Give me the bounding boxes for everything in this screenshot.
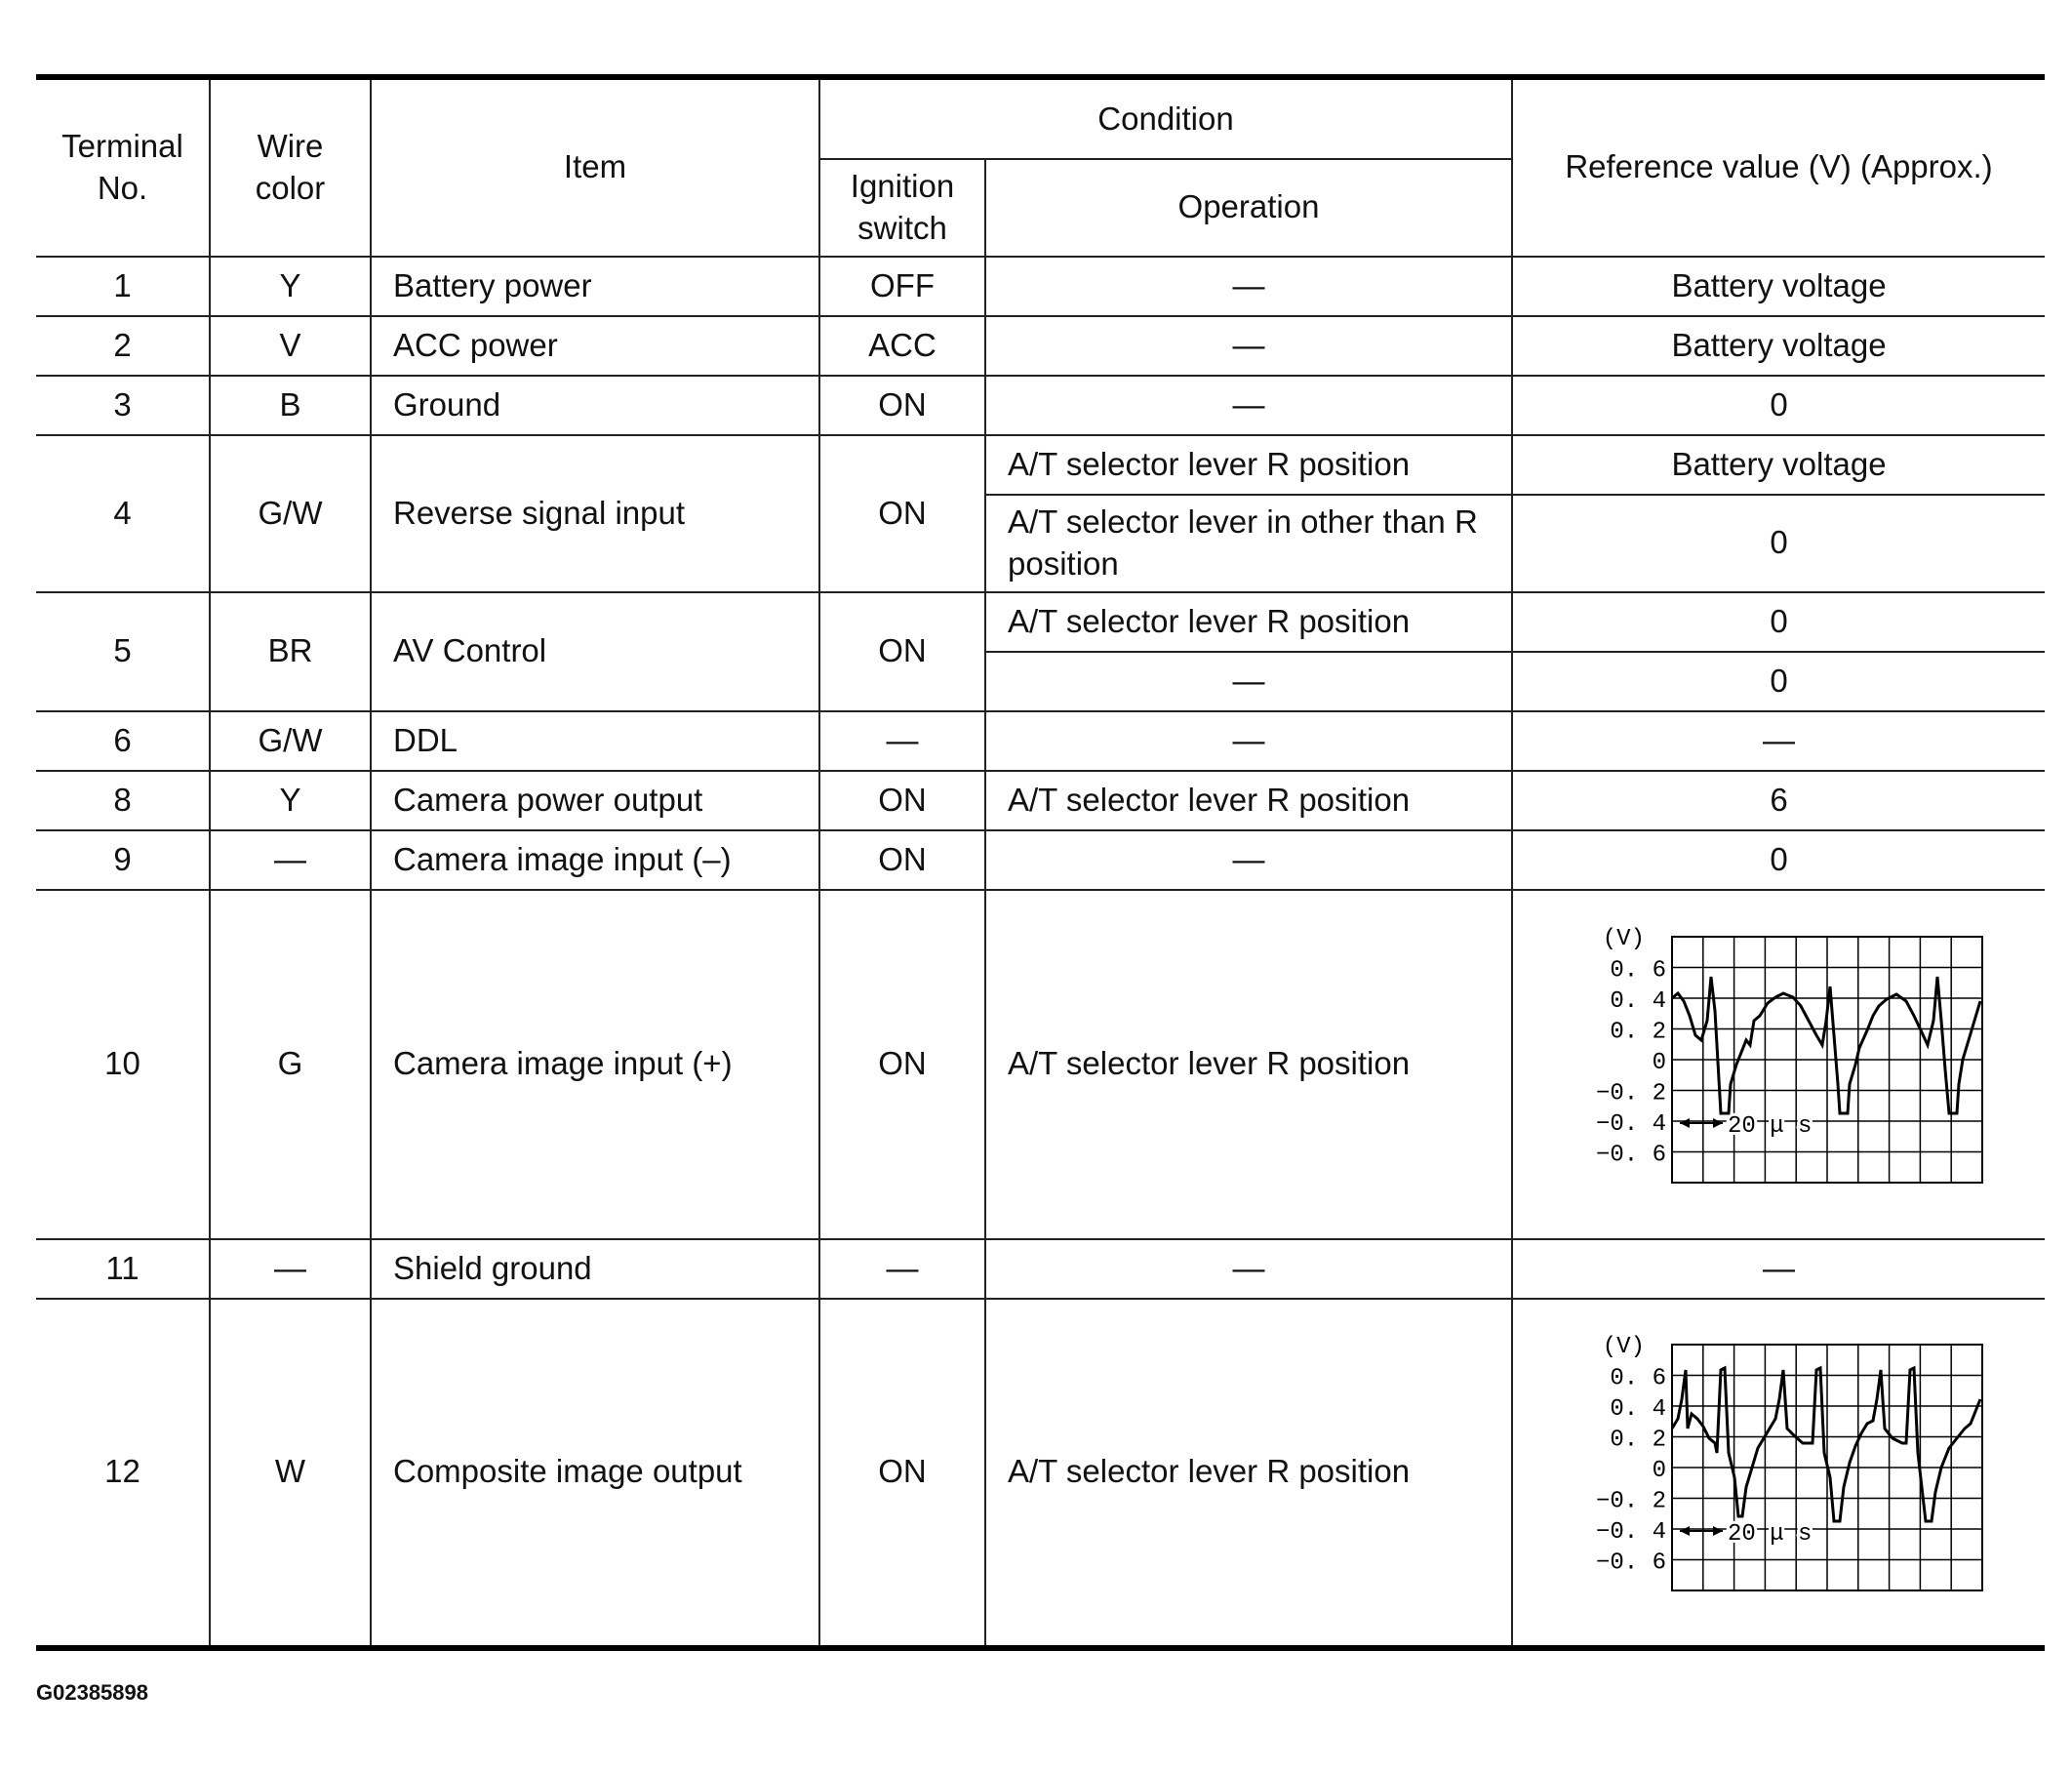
scope-unit-label: (V) xyxy=(1602,925,1645,952)
scope-tick-label: 0 xyxy=(1652,1049,1666,1076)
wire-cell: — xyxy=(210,1239,371,1299)
reference-cell: 6 xyxy=(1512,771,2045,830)
reference-cell: — xyxy=(1512,1239,2045,1299)
reference-cell: 0 xyxy=(1512,652,2045,711)
terminal-cell: 10 xyxy=(36,890,210,1239)
header-terminal: Terminal No. xyxy=(36,77,210,257)
header-item: Item xyxy=(371,77,819,257)
terminal-cell: 1 xyxy=(36,257,210,316)
operation-cell: — xyxy=(985,652,1512,711)
operation-cell: — xyxy=(985,830,1512,890)
terminal-cell: 12 xyxy=(36,1299,210,1648)
scope-tick-label: 0. 6 xyxy=(1609,957,1666,985)
scope-tick-label: 0. 4 xyxy=(1609,1395,1666,1423)
item-cell: Camera image input (+) xyxy=(371,890,819,1239)
item-cell: ACC power xyxy=(371,316,819,376)
table-row xyxy=(36,771,2045,830)
scope-tick-label: −0. 6 xyxy=(1595,1142,1666,1169)
wire-cell: — xyxy=(210,830,371,890)
operation-cell: — xyxy=(985,257,1512,316)
scope-tick-label: −0. 4 xyxy=(1595,1110,1666,1138)
terminal-cell: 2 xyxy=(36,316,210,376)
item-cell: DDL xyxy=(371,711,819,771)
terminal-cell: 11 xyxy=(36,1239,210,1299)
reference-cell: Battery voltage xyxy=(1512,316,2045,376)
scope-period-label: 20 μ s xyxy=(1727,1520,1812,1548)
item-cell: Shield ground xyxy=(371,1239,819,1299)
ignition-cell: ON xyxy=(819,592,985,711)
wire-cell: BR xyxy=(210,592,371,711)
terminal-cell: 8 xyxy=(36,771,210,830)
reference-cell: — xyxy=(1512,711,2045,771)
reference-cell: Battery voltage xyxy=(1512,257,2045,316)
reference-cell: 0 xyxy=(1512,495,2045,592)
scope-tick-label: −0. 2 xyxy=(1595,1080,1666,1107)
wire-cell: V xyxy=(210,316,371,376)
wire-cell: B xyxy=(210,376,371,435)
header-wire: Wire color xyxy=(210,77,371,257)
ignition-cell: ACC xyxy=(819,316,985,376)
ignition-cell: OFF xyxy=(819,257,985,316)
ignition-cell: ON xyxy=(819,830,985,890)
operation-cell: A/T selector lever R position xyxy=(985,771,1512,830)
operation-cell: A/T selector lever R position xyxy=(985,1299,1512,1648)
scope-tick-label: −0. 4 xyxy=(1595,1518,1666,1546)
table-row xyxy=(36,435,2045,495)
item-cell: Composite image output xyxy=(371,1299,819,1648)
ignition-cell: ON xyxy=(819,1299,985,1648)
terminal-cell: 5 xyxy=(36,592,210,711)
table-row xyxy=(36,316,2045,376)
period-arrow xyxy=(1680,1526,1723,1536)
operation-cell: — xyxy=(985,376,1512,435)
scope-trace xyxy=(1672,977,1980,1113)
ignition-cell: ON xyxy=(819,376,985,435)
table-row xyxy=(36,1299,2045,1648)
reference-cell: 0 xyxy=(1512,592,2045,652)
wire-cell: G/W xyxy=(210,711,371,771)
wire-cell: W xyxy=(210,1299,371,1648)
terminal-cell: 4 xyxy=(36,435,210,592)
header-condition: Condition xyxy=(819,77,1512,159)
reference-cell xyxy=(1512,1299,2045,1648)
terminal-cell: 6 xyxy=(36,711,210,771)
table-row xyxy=(36,376,2045,435)
waveform-scope-composite xyxy=(1574,1331,1984,1614)
waveform-scope-camera xyxy=(1574,923,1984,1206)
terminal-cell: 3 xyxy=(36,376,210,435)
ignition-cell: — xyxy=(819,711,985,771)
operation-cell: A/T selector lever R position xyxy=(985,890,1512,1239)
scope-tick-label: −0. 6 xyxy=(1595,1550,1666,1577)
operation-cell: A/T selector lever R position xyxy=(985,592,1512,652)
table-row xyxy=(36,890,2045,1239)
scope-tick-label: −0. 2 xyxy=(1595,1488,1666,1515)
reference-cell: 0 xyxy=(1512,376,2045,435)
reference-cell xyxy=(1512,890,2045,1239)
table-row xyxy=(36,257,2045,316)
period-arrow xyxy=(1680,1118,1723,1128)
reference-cell: Battery voltage xyxy=(1512,435,2045,495)
figure-id: G02385898 xyxy=(36,1680,148,1705)
scope-period-label: 20 μ s xyxy=(1727,1112,1812,1140)
operation-cell: A/T selector lever R position xyxy=(985,435,1512,495)
item-cell: Ground xyxy=(371,376,819,435)
reference-cell: 0 xyxy=(1512,830,2045,890)
terminal-cell: 9 xyxy=(36,830,210,890)
header-reference: Reference value (V) (Approx.) xyxy=(1512,77,2045,257)
table-row xyxy=(36,711,2045,771)
operation-cell: A/T selector lever in other than R position xyxy=(985,495,1512,592)
table-row xyxy=(36,592,2045,652)
item-cell: Reverse signal input xyxy=(371,435,819,592)
wire-cell: G xyxy=(210,890,371,1239)
table-row xyxy=(36,830,2045,890)
table-row xyxy=(36,1239,2045,1299)
wire-cell: Y xyxy=(210,257,371,316)
operation-cell: — xyxy=(985,711,1512,771)
operation-cell: — xyxy=(985,316,1512,376)
item-cell: Battery power xyxy=(371,257,819,316)
ignition-cell: ON xyxy=(819,435,985,592)
scope-tick-label: 0. 2 xyxy=(1609,1427,1666,1454)
item-cell: AV Control xyxy=(371,592,819,711)
ignition-cell: ON xyxy=(819,890,985,1239)
scope-tick-label: 0. 6 xyxy=(1609,1365,1666,1392)
header-operation: Operation xyxy=(985,159,1512,257)
terminal-table xyxy=(36,74,2045,1651)
scope-tick-label: 0. 4 xyxy=(1609,987,1666,1015)
item-cell: Camera image input (–) xyxy=(371,830,819,890)
ignition-cell: — xyxy=(819,1239,985,1299)
header-ignition: Ignition switch xyxy=(819,159,985,257)
scope-tick-label: 0. 2 xyxy=(1609,1019,1666,1046)
wire-cell: Y xyxy=(210,771,371,830)
scope-unit-label: (V) xyxy=(1602,1333,1645,1360)
operation-cell: — xyxy=(985,1239,1512,1299)
wire-cell: G/W xyxy=(210,435,371,592)
ignition-cell: ON xyxy=(819,771,985,830)
scope-tick-label: 0 xyxy=(1652,1457,1666,1484)
item-cell: Camera power output xyxy=(371,771,819,830)
